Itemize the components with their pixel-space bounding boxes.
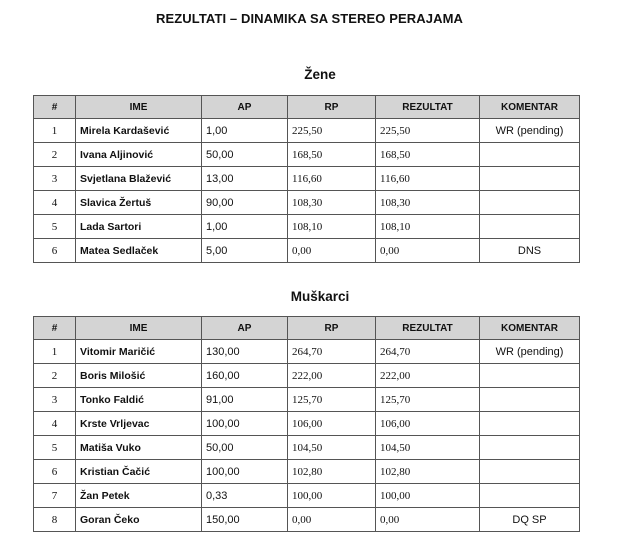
cell-rp: 102,80 <box>288 460 376 484</box>
cell-result: 0,00 <box>376 508 480 532</box>
cell-comment <box>480 388 580 412</box>
cell-name: Boris Milošić <box>76 364 202 388</box>
cell-comment: DQ SP <box>480 508 580 532</box>
cell-ap: 1,00 <box>202 215 288 239</box>
col-header-rp: RP <box>288 96 376 119</box>
cell-rp: 225,50 <box>288 119 376 143</box>
cell-rp: 264,70 <box>288 340 376 364</box>
cell-comment <box>480 484 580 508</box>
results-table-women <box>33 95 580 263</box>
col-header-name: IME <box>76 96 202 119</box>
cell-rp: 0,00 <box>288 508 376 532</box>
cell-num: 1 <box>34 340 76 364</box>
cell-num: 2 <box>34 143 76 167</box>
cell-num: 8 <box>34 508 76 532</box>
cell-result: 0,00 <box>376 239 480 263</box>
table-row <box>34 388 580 412</box>
cell-name: Ivana Aljinović <box>76 143 202 167</box>
cell-comment <box>480 460 580 484</box>
cell-ap: 50,00 <box>202 143 288 167</box>
cell-ap: 50,00 <box>202 436 288 460</box>
cell-num: 7 <box>34 484 76 508</box>
cell-result: 104,50 <box>376 436 480 460</box>
cell-comment: WR (pending) <box>480 119 580 143</box>
cell-result: 108,10 <box>376 215 480 239</box>
col-header-comment: KOMENTAR <box>480 317 580 340</box>
col-header-num: # <box>34 317 76 340</box>
cell-comment: WR (pending) <box>480 340 580 364</box>
cell-name: Matiša Vuko <box>76 436 202 460</box>
table-row <box>34 508 580 532</box>
cell-name: Slavica Žertuš <box>76 191 202 215</box>
cell-comment <box>480 167 580 191</box>
cell-num: 4 <box>34 412 76 436</box>
table-row <box>34 340 580 364</box>
cell-result: 106,00 <box>376 412 480 436</box>
cell-result: 264,70 <box>376 340 480 364</box>
table-row <box>34 215 580 239</box>
col-header-comment: KOMENTAR <box>480 96 580 119</box>
cell-num: 6 <box>34 460 76 484</box>
col-header-rp: RP <box>288 317 376 340</box>
cell-num: 3 <box>34 388 76 412</box>
table-row <box>34 412 580 436</box>
cell-ap: 130,00 <box>202 340 288 364</box>
cell-rp: 108,10 <box>288 215 376 239</box>
col-header-ap: AP <box>202 317 288 340</box>
cell-ap: 100,00 <box>202 460 288 484</box>
cell-result: 168,50 <box>376 143 480 167</box>
section-title-men: Muškarci <box>290 289 350 304</box>
cell-comment <box>480 412 580 436</box>
cell-result: 125,70 <box>376 388 480 412</box>
cell-rp: 222,00 <box>288 364 376 388</box>
table-row <box>34 364 580 388</box>
table-row <box>34 239 580 263</box>
cell-name: Svjetlana Blažević <box>76 167 202 191</box>
cell-result: 108,30 <box>376 191 480 215</box>
results-body-women <box>34 119 580 263</box>
cell-result: 102,80 <box>376 460 480 484</box>
table-row <box>34 143 580 167</box>
cell-name: Vitomir Maričić <box>76 340 202 364</box>
cell-ap: 13,00 <box>202 167 288 191</box>
cell-name: Matea Sedlaček <box>76 239 202 263</box>
cell-ap: 160,00 <box>202 364 288 388</box>
cell-num: 4 <box>34 191 76 215</box>
section-title-women: Žene <box>304 67 336 82</box>
cell-ap: 5,00 <box>202 239 288 263</box>
table-row <box>34 436 580 460</box>
cell-name: Tonko Faldić <box>76 388 202 412</box>
table-row <box>34 484 580 508</box>
cell-result: 225,50 <box>376 119 480 143</box>
cell-rp: 125,70 <box>288 388 376 412</box>
cell-ap: 0,33 <box>202 484 288 508</box>
table-row <box>34 191 580 215</box>
table-header-row <box>34 96 580 119</box>
cell-comment <box>480 215 580 239</box>
table-row <box>34 167 580 191</box>
cell-rp: 116,60 <box>288 167 376 191</box>
cell-result: 116,60 <box>376 167 480 191</box>
cell-ap: 90,00 <box>202 191 288 215</box>
cell-num: 1 <box>34 119 76 143</box>
results-table-men <box>33 316 580 532</box>
cell-name: Mirela Kardašević <box>76 119 202 143</box>
cell-name: Krste Vrljevac <box>76 412 202 436</box>
cell-ap: 100,00 <box>202 412 288 436</box>
cell-rp: 0,00 <box>288 239 376 263</box>
cell-rp: 100,00 <box>288 484 376 508</box>
cell-name: Žan Petek <box>76 484 202 508</box>
cell-name: Goran Čeko <box>76 508 202 532</box>
table-row <box>34 460 580 484</box>
col-header-result: REZULTAT <box>376 96 480 119</box>
col-header-num: # <box>34 96 76 119</box>
col-header-result: REZULTAT <box>376 317 480 340</box>
cell-result: 222,00 <box>376 364 480 388</box>
cell-rp: 106,00 <box>288 412 376 436</box>
cell-num: 2 <box>34 364 76 388</box>
cell-ap: 1,00 <box>202 119 288 143</box>
cell-comment <box>480 191 580 215</box>
cell-name: Kristian Čačić <box>76 460 202 484</box>
cell-num: 5 <box>34 215 76 239</box>
cell-comment <box>480 143 580 167</box>
cell-rp: 104,50 <box>288 436 376 460</box>
cell-comment <box>480 436 580 460</box>
cell-rp: 168,50 <box>288 143 376 167</box>
results-body-men <box>34 340 580 532</box>
cell-num: 3 <box>34 167 76 191</box>
table-row <box>34 119 580 143</box>
cell-rp: 108,30 <box>288 191 376 215</box>
cell-comment <box>480 364 580 388</box>
col-header-ap: AP <box>202 96 288 119</box>
cell-ap: 91,00 <box>202 388 288 412</box>
cell-num: 5 <box>34 436 76 460</box>
page-title: REZULTATI – DINAMIKA SA STEREO PERAJAMA <box>155 11 463 26</box>
col-header-name: IME <box>76 317 202 340</box>
cell-ap: 150,00 <box>202 508 288 532</box>
cell-num: 6 <box>34 239 76 263</box>
cell-name: Lada Sartori <box>76 215 202 239</box>
cell-result: 100,00 <box>376 484 480 508</box>
cell-comment: DNS <box>480 239 580 263</box>
table-header-row <box>34 317 580 340</box>
